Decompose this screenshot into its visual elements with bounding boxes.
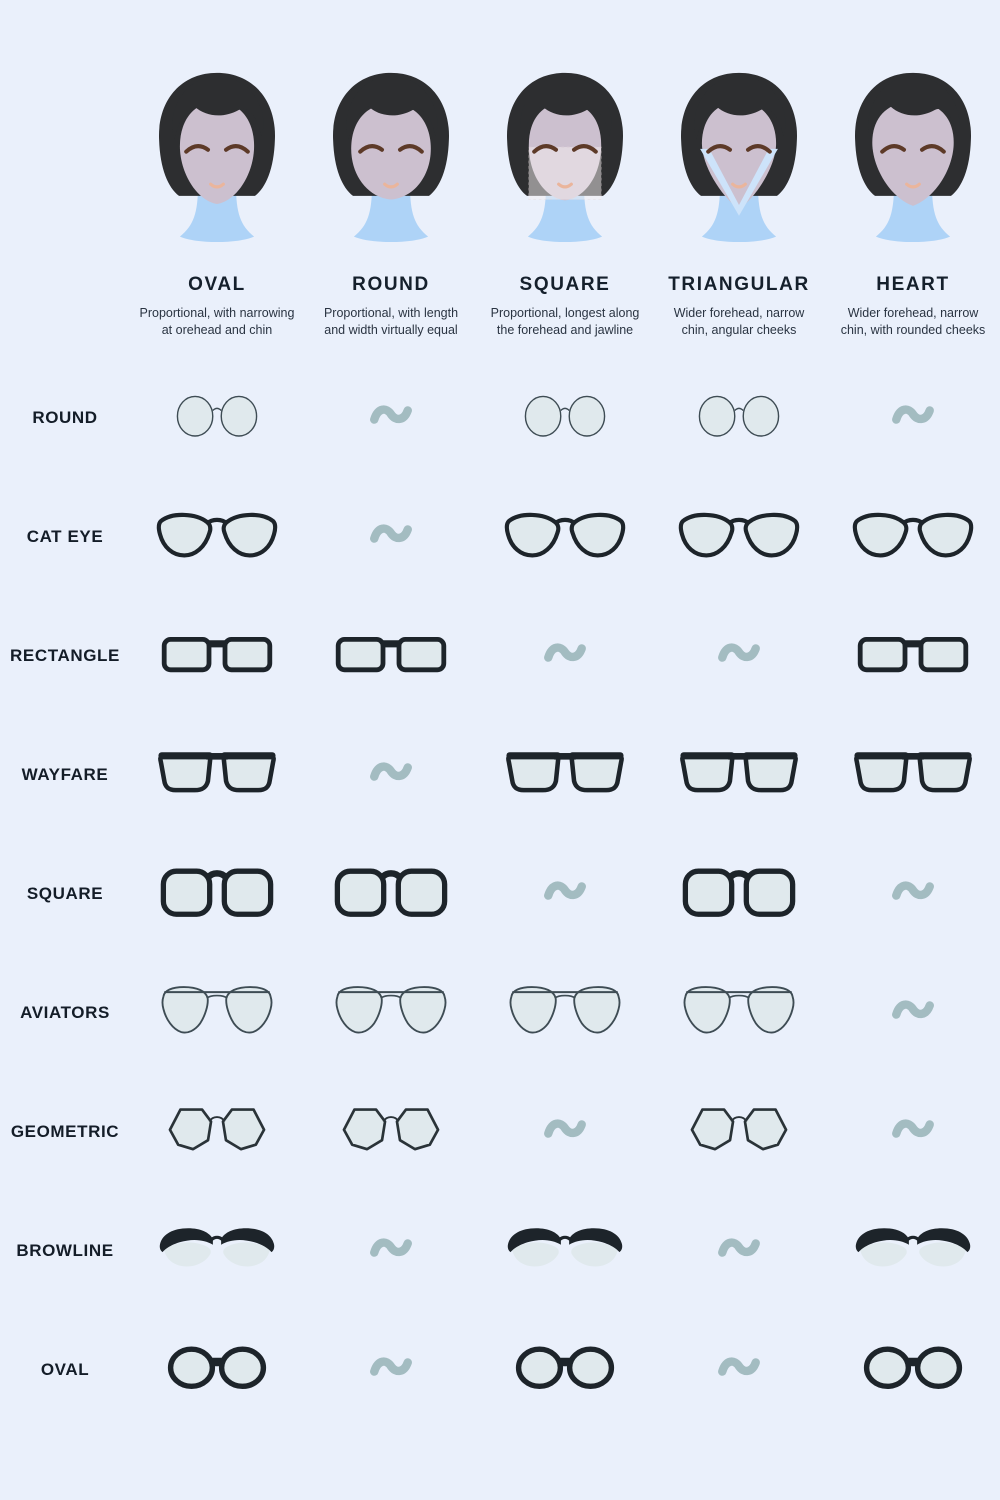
face-shape-header bbox=[478, 62, 652, 338]
not-suitable-tilde-icon bbox=[890, 1113, 936, 1150]
glasses-row bbox=[0, 358, 1000, 477]
glasses-row bbox=[0, 1310, 1000, 1429]
matrix-cell bbox=[130, 953, 304, 1072]
header-spacer bbox=[0, 62, 130, 338]
matrix-cell bbox=[826, 1072, 1000, 1191]
oval-glasses-icon bbox=[159, 1336, 275, 1403]
cateye-glasses-icon bbox=[850, 501, 976, 573]
rectangle-glasses-icon bbox=[853, 621, 973, 690]
wayfare-glasses-icon bbox=[851, 739, 975, 810]
not-suitable-tilde-icon bbox=[716, 637, 762, 674]
matrix-cell bbox=[130, 477, 304, 596]
matrix-cell bbox=[478, 477, 652, 596]
matrix-cell bbox=[478, 953, 652, 1072]
glasses-row bbox=[0, 1072, 1000, 1191]
matrix-cell bbox=[478, 1191, 652, 1310]
matrix-cell bbox=[826, 477, 1000, 596]
oval-glasses-icon bbox=[507, 1336, 623, 1403]
square-glasses-icon bbox=[330, 859, 452, 929]
face-shape-title: HEART bbox=[876, 274, 950, 295]
round-glasses-icon bbox=[686, 387, 792, 449]
face-shape-description: Wider forehead, narrow chin, with rounded cheeks bbox=[840, 306, 986, 337]
face-shape-description: Wider forehead, narrow chin, angular cheeks bbox=[673, 306, 805, 337]
matrix-cell bbox=[826, 953, 1000, 1072]
not-suitable-tilde-icon bbox=[368, 399, 414, 436]
matrix-cell bbox=[826, 834, 1000, 953]
face-shape-title: TRIANGULAR bbox=[668, 274, 810, 295]
face-shape-title: ROUND bbox=[352, 274, 430, 295]
square-glasses-icon bbox=[678, 859, 800, 929]
matrix-cell bbox=[304, 834, 478, 953]
geometric-glasses-icon bbox=[683, 1099, 795, 1164]
matrix-cell bbox=[478, 596, 652, 715]
matrix-cell bbox=[478, 834, 652, 953]
not-suitable-tilde-icon bbox=[542, 637, 588, 674]
cateye-glasses-icon bbox=[154, 501, 280, 573]
oval-glasses-icon bbox=[855, 1336, 971, 1403]
matrix-cell bbox=[130, 1310, 304, 1429]
not-suitable-tilde-icon bbox=[368, 756, 414, 793]
not-suitable-tilde-icon bbox=[368, 1351, 414, 1388]
face-shape-header bbox=[304, 62, 478, 338]
matrix-cell bbox=[652, 1310, 826, 1429]
matrix-cell bbox=[304, 477, 478, 596]
row-label: WAYFARE bbox=[21, 764, 109, 784]
matrix-cell bbox=[304, 715, 478, 834]
not-suitable-tilde-icon bbox=[368, 518, 414, 555]
cateye-glasses-icon bbox=[676, 501, 802, 573]
glasses-matrix bbox=[0, 358, 1000, 1429]
matrix-cell bbox=[652, 715, 826, 834]
matrix-cell bbox=[130, 596, 304, 715]
row-label: OVAL bbox=[40, 1359, 90, 1379]
row-label: AVIATORS bbox=[20, 1002, 110, 1022]
matrix-cell bbox=[130, 1072, 304, 1191]
browline-glasses-icon bbox=[155, 1215, 279, 1286]
row-label: BROWLINE bbox=[16, 1240, 114, 1260]
face-shape-description: Proportional, longest along the forehead and jawline bbox=[490, 306, 640, 337]
square-glasses-icon bbox=[156, 859, 278, 929]
matrix-cell bbox=[826, 1191, 1000, 1310]
wayfare-glasses-icon bbox=[155, 739, 279, 810]
matrix-cell bbox=[304, 953, 478, 1072]
glasses-row bbox=[0, 715, 1000, 834]
matrix-cell bbox=[652, 1191, 826, 1310]
geometric-glasses-icon bbox=[161, 1099, 273, 1164]
row-label: GEOMETRIC bbox=[10, 1121, 120, 1141]
matrix-cell bbox=[130, 1191, 304, 1310]
face-shape-title: SQUARE bbox=[519, 274, 611, 295]
row-label: CAT EYE bbox=[26, 526, 104, 546]
glasses-row bbox=[0, 477, 1000, 596]
glasses-row bbox=[0, 596, 1000, 715]
glasses-row bbox=[0, 953, 1000, 1072]
round-face-illustration bbox=[304, 62, 478, 262]
wayfare-glasses-icon bbox=[503, 739, 627, 810]
not-suitable-tilde-icon bbox=[890, 994, 936, 1031]
row-label: SQUARE bbox=[26, 883, 104, 903]
browline-glasses-icon bbox=[851, 1215, 975, 1286]
face-shape-description: Proportional, with length and width virtually equal bbox=[323, 306, 459, 337]
wayfare-glasses-icon bbox=[677, 739, 801, 810]
matrix-cell bbox=[478, 1310, 652, 1429]
matrix-cell bbox=[478, 1072, 652, 1191]
face-shape-header bbox=[652, 62, 826, 338]
matrix-cell bbox=[652, 1072, 826, 1191]
face-shape-description: Proportional, with narrowing at orehead and chin bbox=[139, 306, 295, 337]
square-face-illustration bbox=[478, 62, 652, 262]
aviators-glasses-icon bbox=[675, 976, 803, 1049]
matrix-cell bbox=[130, 834, 304, 953]
matrix-cell bbox=[130, 715, 304, 834]
glasses-row bbox=[0, 834, 1000, 953]
aviators-glasses-icon bbox=[327, 976, 455, 1049]
face-shape-header bbox=[130, 62, 304, 338]
matrix-cell bbox=[826, 1310, 1000, 1429]
face-shape-header bbox=[826, 62, 1000, 338]
matrix-cell bbox=[826, 715, 1000, 834]
rectangle-glasses-icon bbox=[157, 621, 277, 690]
aviators-glasses-icon bbox=[153, 976, 281, 1049]
matrix-cell bbox=[826, 358, 1000, 477]
matrix-cell bbox=[652, 358, 826, 477]
aviators-glasses-icon bbox=[501, 976, 629, 1049]
matrix-cell bbox=[304, 1072, 478, 1191]
not-suitable-tilde-icon bbox=[890, 399, 936, 436]
row-label: ROUND bbox=[32, 407, 98, 427]
heart-face-illustration bbox=[826, 62, 1000, 262]
row-label: RECTANGLE bbox=[10, 645, 120, 665]
matrix-cell bbox=[130, 358, 304, 477]
not-suitable-tilde-icon bbox=[716, 1351, 762, 1388]
glasses-row bbox=[0, 1191, 1000, 1310]
face-shape-title: OVAL bbox=[188, 274, 246, 295]
triangular-face-illustration bbox=[652, 62, 826, 262]
geometric-glasses-icon bbox=[335, 1099, 447, 1164]
face-shape-header-row bbox=[0, 0, 1000, 338]
round-glasses-icon bbox=[164, 387, 270, 449]
not-suitable-tilde-icon bbox=[368, 1232, 414, 1269]
matrix-cell bbox=[652, 477, 826, 596]
not-suitable-tilde-icon bbox=[890, 875, 936, 912]
matrix-cell bbox=[478, 358, 652, 477]
round-glasses-icon bbox=[512, 387, 618, 449]
matrix-cell bbox=[304, 358, 478, 477]
matrix-cell bbox=[304, 596, 478, 715]
matrix-cell bbox=[652, 596, 826, 715]
not-suitable-tilde-icon bbox=[542, 875, 588, 912]
oval-face-illustration bbox=[130, 62, 304, 262]
rectangle-glasses-icon bbox=[331, 621, 451, 690]
matrix-cell bbox=[478, 715, 652, 834]
matrix-cell bbox=[652, 953, 826, 1072]
matrix-cell bbox=[652, 834, 826, 953]
cateye-glasses-icon bbox=[502, 501, 628, 573]
not-suitable-tilde-icon bbox=[716, 1232, 762, 1269]
matrix-cell bbox=[304, 1310, 478, 1429]
not-suitable-tilde-icon bbox=[542, 1113, 588, 1150]
matrix-cell bbox=[826, 596, 1000, 715]
browline-glasses-icon bbox=[503, 1215, 627, 1286]
matrix-cell bbox=[304, 1191, 478, 1310]
